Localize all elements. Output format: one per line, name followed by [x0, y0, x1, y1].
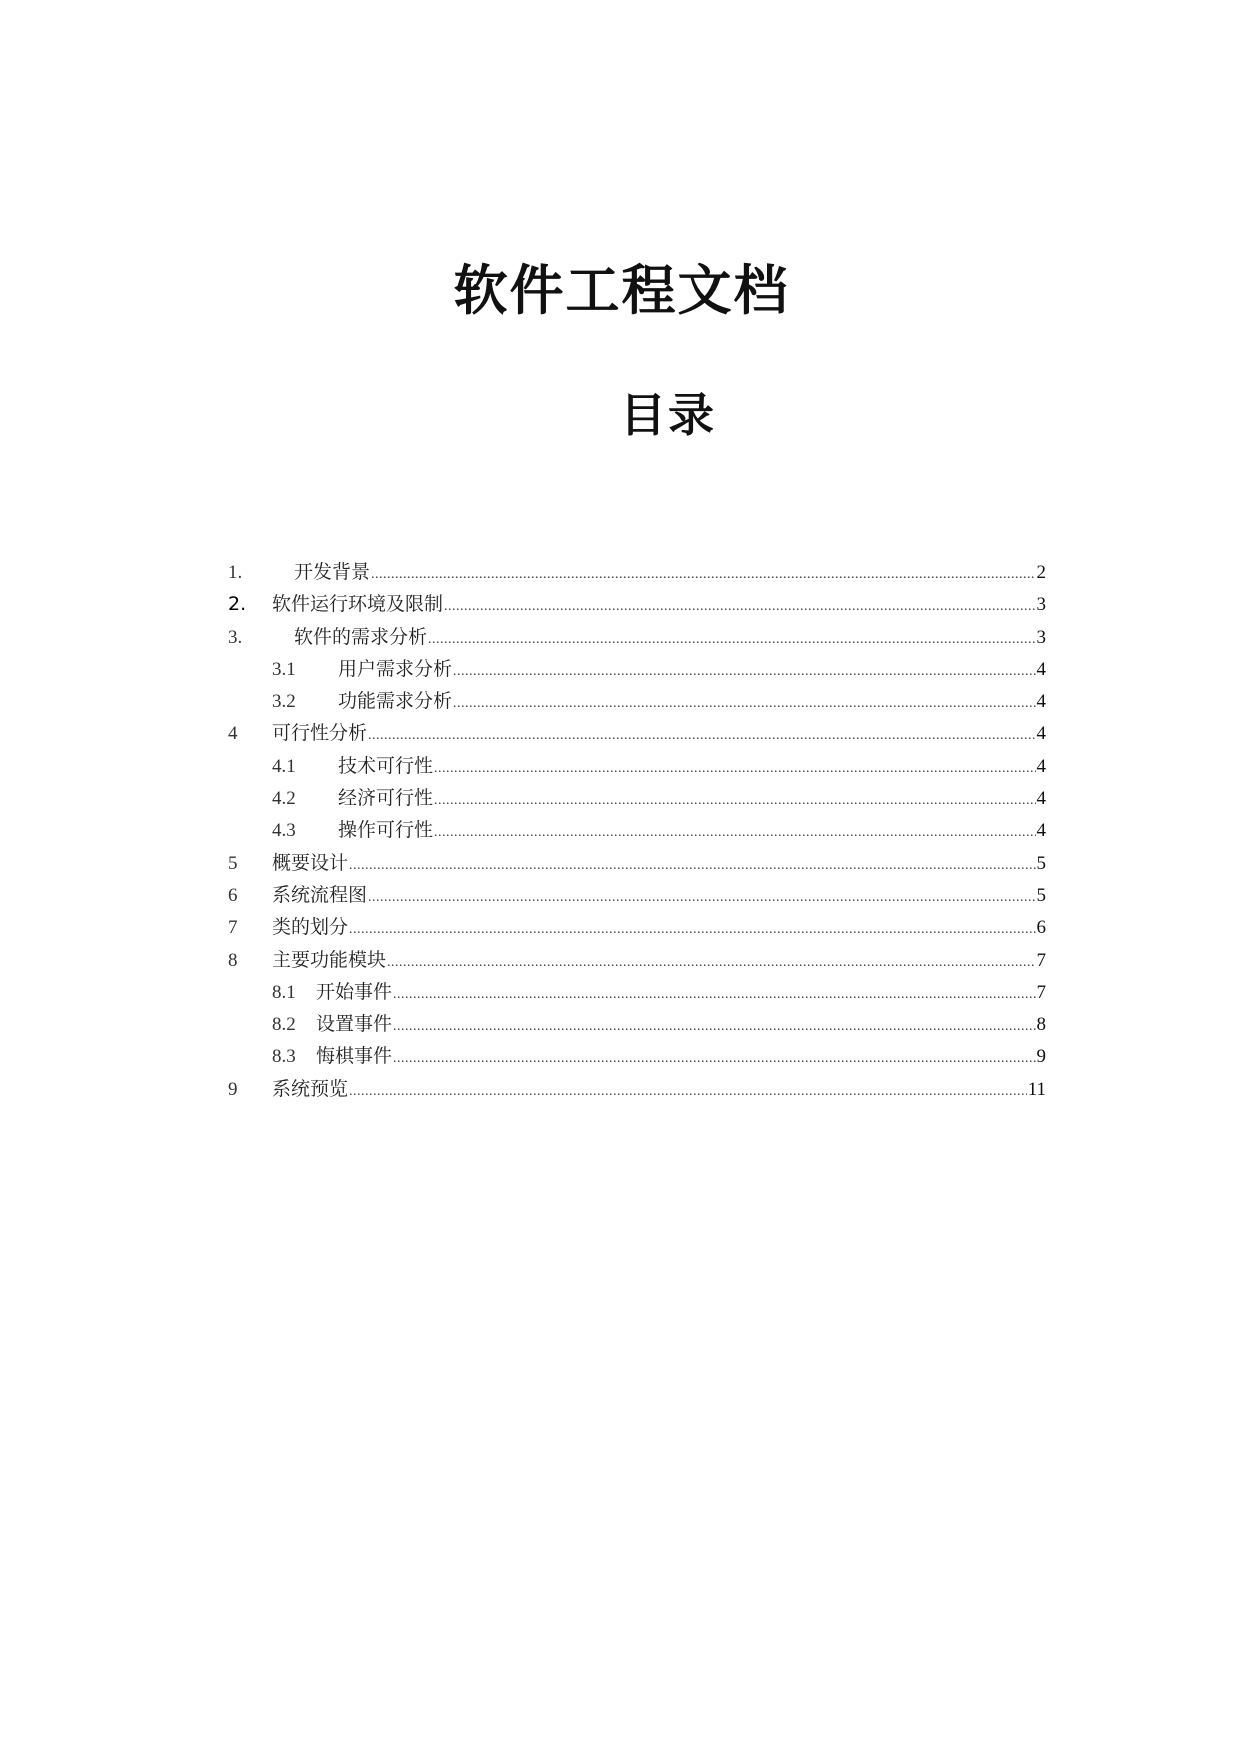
toc-entry-title: 概要设计: [272, 851, 349, 874]
toc-entry[interactable]: [228, 879, 1046, 911]
toc-entry-page: 8: [1036, 1014, 1046, 1036]
toc-leader: [387, 947, 1035, 979]
toc-entry-title: 系统预览: [272, 1077, 349, 1100]
toc-leader: [349, 914, 1035, 946]
toc-entry[interactable]: [228, 717, 1046, 749]
toc-heading: 目录: [620, 388, 716, 442]
toc-entry-number: 8.2: [272, 1014, 296, 1036]
toc-leader: [349, 850, 1035, 882]
toc-entry-title: 操作可行性: [338, 819, 434, 842]
toc-leader: [434, 817, 1035, 849]
toc-entry[interactable]: [228, 750, 1046, 782]
toc-entry[interactable]: [228, 685, 1046, 717]
toc-entry-number: 8.1: [272, 981, 296, 1003]
toc-entry-number: 3.1: [272, 658, 296, 680]
toc-entry-number: 4.2: [272, 788, 296, 810]
toc-entry-page: 4: [1036, 788, 1046, 810]
toc-entry-page: 5: [1036, 852, 1046, 874]
toc-entry-title: 主要功能模块: [272, 948, 387, 971]
toc-entry-number: 1.: [228, 562, 243, 583]
toc-leader: [434, 753, 1035, 785]
toc-entry-title: 开始事件: [316, 980, 393, 1003]
toc-entry[interactable]: [228, 1040, 1046, 1072]
toc-entry-title: 软件的需求分析: [294, 625, 428, 648]
document-title: 软件工程文档: [453, 259, 790, 323]
table-of-contents: [228, 556, 1046, 1105]
toc-leader: [368, 720, 1035, 752]
toc-entry[interactable]: [228, 911, 1046, 943]
toc-entry-title: 可行性分析: [272, 722, 368, 745]
toc-leader: [428, 624, 1035, 656]
toc-entry[interactable]: [228, 847, 1046, 879]
toc-entry-page: 3: [1036, 626, 1046, 648]
toc-entry-page: 9: [1036, 1046, 1046, 1068]
toc-entry-page: 7: [1036, 981, 1046, 1003]
toc-entry-title: 设置事件: [316, 1013, 393, 1036]
toc-entry-number: 9: [228, 1078, 238, 1100]
toc-entry-page: 2: [1036, 562, 1046, 583]
toc-entry-number: 4: [228, 723, 238, 745]
toc-entry[interactable]: [228, 1008, 1046, 1040]
toc-entry-title: 用户需求分析: [338, 657, 453, 680]
toc-entry[interactable]: [228, 976, 1046, 1008]
toc-entry-number: 5: [228, 852, 238, 874]
toc-leader: [393, 1011, 1035, 1043]
toc-leader: [444, 591, 1035, 623]
toc-leader: [393, 979, 1035, 1011]
toc-entry-number: 7: [228, 917, 238, 939]
toc-entry-page: 11: [1027, 1078, 1046, 1100]
toc-entry-page: 4: [1036, 658, 1046, 680]
toc-leader: [434, 785, 1035, 817]
toc-leader: [453, 656, 1035, 688]
toc-entry-number: 4.1: [272, 755, 296, 777]
toc-entry-page: 4: [1036, 755, 1046, 777]
toc-entry[interactable]: [228, 556, 1046, 588]
toc-entry-number: 8.3: [272, 1046, 296, 1068]
toc-entry[interactable]: [228, 588, 1046, 620]
toc-entry-number: 3.2: [272, 691, 296, 713]
toc-entry-title: 经济可行性: [338, 787, 434, 810]
toc-entry-number: 8: [228, 949, 238, 971]
toc-entry[interactable]: [228, 814, 1046, 846]
toc-entry-title: 功能需求分析: [338, 690, 453, 713]
toc-leader: [349, 1076, 1027, 1108]
toc-entry-title: 技术可行性: [338, 754, 434, 777]
toc-entry-number: 6: [228, 884, 238, 906]
toc-entry[interactable]: [228, 653, 1046, 685]
toc-entry-title: 开发背景: [294, 561, 371, 583]
toc-leader: [368, 882, 1035, 914]
toc-entry-title: 悔棋事件: [316, 1045, 393, 1068]
toc-entry-page: 6: [1036, 917, 1046, 939]
toc-entry-page: 7: [1036, 949, 1046, 971]
toc-entry-number: 3.: [228, 626, 243, 648]
toc-entry[interactable]: [228, 782, 1046, 814]
toc-entry-page: 5: [1036, 884, 1046, 906]
toc-entry-page: 4: [1036, 723, 1046, 745]
toc-entry-number: 2.: [228, 593, 247, 616]
toc-entry-title: 类的划分: [272, 916, 349, 939]
toc-entry-number: 4.3: [272, 820, 296, 842]
toc-entry-title: 软件运行环境及限制: [272, 593, 444, 616]
toc-leader: [371, 559, 1035, 591]
toc-leader: [453, 688, 1035, 720]
toc-entry-page: 3: [1036, 594, 1046, 616]
toc-entry-page: 4: [1036, 820, 1046, 842]
toc-entry[interactable]: [228, 944, 1046, 976]
toc-leader: [393, 1043, 1035, 1075]
toc-entry-title: 系统流程图: [272, 883, 368, 906]
toc-entry[interactable]: [228, 621, 1046, 653]
toc-entry-page: 4: [1036, 691, 1046, 713]
toc-entry[interactable]: [228, 1073, 1046, 1105]
